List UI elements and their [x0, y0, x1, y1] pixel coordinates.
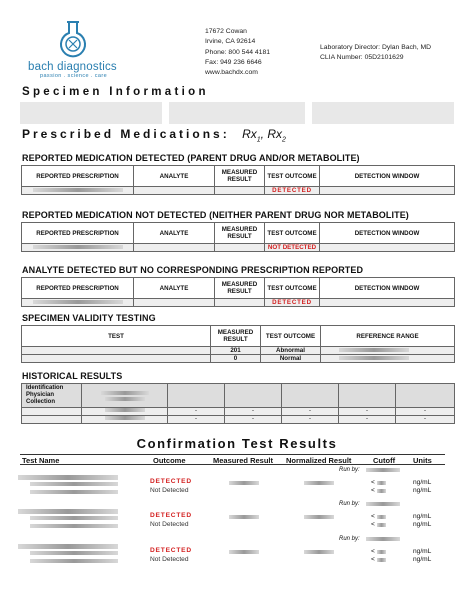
col-reported-prescription: REPORTED PRESCRIPTION: [22, 223, 134, 244]
cutoff-lt: <: [371, 548, 375, 555]
unit: ng/mL: [413, 556, 432, 563]
unit: ng/mL: [413, 479, 432, 486]
run-by-label: Run by:: [339, 536, 360, 542]
rx-item: Rx: [267, 127, 282, 141]
not-detected-table: [21, 222, 455, 252]
redacted-cell: [22, 299, 134, 307]
redacted-cell: [134, 244, 215, 252]
measured-value: 201: [211, 347, 261, 355]
historical-value: -: [168, 408, 225, 416]
lab-address: [205, 27, 270, 78]
historical-value: -: [396, 416, 455, 424]
col-test-name: Test Name: [22, 456, 60, 465]
label-collection: Collection: [26, 399, 56, 405]
cutoff-lt: <: [371, 521, 375, 528]
rx-subscript: 1: [256, 136, 261, 144]
table-row: [22, 416, 455, 424]
brand-name: bach diagnostics: [28, 61, 117, 73]
col-detection-window: DETECTION WINDOW: [320, 166, 455, 187]
table-row: [22, 244, 455, 252]
col-measured-result: MEASURED RESULT: [215, 278, 265, 299]
section-title-historical: HISTORICAL RESULTS: [22, 371, 123, 381]
table-row: [22, 408, 455, 416]
measured-value: 0: [211, 355, 261, 363]
prescribed-medications: [22, 127, 286, 143]
col-units: Units: [413, 456, 432, 465]
lab-info: [320, 43, 431, 64]
clia-number: CLIA Number: 05D2101629: [320, 54, 404, 62]
historical-table: [21, 383, 455, 424]
col-test-outcome: TEST OUTCOME: [265, 223, 320, 244]
historical-value: -: [339, 416, 396, 424]
historical-header-cell: [225, 384, 282, 408]
outcome-detected: DETECTED: [272, 187, 312, 194]
col-detection-window: DETECTION WINDOW: [320, 278, 455, 299]
col-cutoff: Cutoff: [373, 456, 396, 465]
specimen-field: [20, 102, 162, 124]
table-row: [22, 355, 455, 363]
historical-value: -: [168, 416, 225, 424]
redacted-normalized: [304, 515, 334, 519]
redacted-measured: [229, 481, 259, 485]
run-by-label: Run by:: [339, 467, 360, 473]
outcome-cell: [265, 244, 320, 252]
detected-table: [21, 165, 455, 195]
redacted-cutoff: [377, 558, 386, 562]
label-physician: Physician: [26, 392, 55, 398]
redacted-cutoff: [377, 515, 386, 519]
unit: ng/mL: [413, 521, 432, 528]
table-row: [22, 187, 455, 195]
col-test: TEST: [22, 326, 211, 347]
section-title-validity: SPECIMEN VALIDITY TESTING: [22, 313, 156, 323]
col-normalized-result: Normalized Result: [286, 456, 352, 465]
confirmation-title: Confirmation Test Results: [136, 436, 338, 451]
redacted-analyte: [30, 482, 118, 486]
address-line: 17672 Cowan: [205, 28, 247, 35]
outcome-not-detected: Not Detected: [150, 556, 189, 563]
address-line: Irvine, CA 92614: [205, 38, 256, 46]
redacted-cell: [134, 187, 215, 195]
redacted-cell: [321, 347, 455, 355]
prescribed-label: Prescribed Medications:: [22, 127, 230, 141]
address-line: www.bachdx.com: [205, 69, 258, 77]
historical-value: -: [225, 408, 282, 416]
historical-header-cell: [282, 384, 339, 408]
redacted-cell: [215, 299, 265, 307]
section-title-not-detected: REPORTED MEDICATION NOT DETECTED (NEITHER PARENT DRUG NOR METABOLITE): [22, 210, 409, 220]
col-reported-prescription: REPORTED PRESCRIPTION: [22, 166, 134, 187]
col-test-outcome: TEST OUTCOME: [265, 166, 320, 187]
col-analyte: ANALYTE: [134, 223, 215, 244]
redacted-test-name: [18, 475, 118, 480]
redacted-cutoff: [377, 489, 386, 493]
cutoff-lt: <: [371, 556, 375, 563]
run-by-label: Run by:: [339, 501, 360, 507]
unit: ng/mL: [413, 548, 432, 555]
col-measured-result: MEASURED RESULT: [215, 166, 265, 187]
unreported-table: [21, 277, 455, 307]
redacted-run-by: [366, 468, 400, 472]
brand-tagline: passion . science . care: [40, 73, 108, 79]
outcome-not-detected: Not Detected: [150, 487, 189, 494]
redacted-cell: [134, 299, 215, 307]
redacted-cell: [215, 187, 265, 195]
outcome-value: Normal: [261, 355, 321, 363]
redacted-cell: [22, 244, 134, 252]
address-line: Fax: 949 236 6646: [205, 58, 262, 66]
col-detection-window: DETECTION WINDOW: [320, 223, 455, 244]
table-row: [22, 347, 455, 355]
historical-header-cell: [396, 384, 455, 408]
redacted-run-by: [366, 537, 400, 541]
outcome-cell: [265, 299, 320, 307]
redacted-cell: [215, 244, 265, 252]
redacted-analyte: [30, 551, 118, 555]
unit: ng/mL: [413, 487, 432, 494]
redacted-cell: [22, 355, 211, 363]
col-measured-result: MEASURED RESULT: [215, 223, 265, 244]
redacted-cell: [320, 244, 455, 252]
historical-value: -: [282, 416, 339, 424]
outcome-not-detected: Not Detected: [150, 521, 189, 528]
redacted-run-by: [366, 502, 400, 506]
redacted-cell: [22, 187, 134, 195]
outcome-detected: DETECTED: [150, 478, 192, 485]
redacted-cutoff: [377, 481, 386, 485]
historical-labels: [22, 384, 82, 408]
redacted-cell: [82, 408, 168, 416]
label-identification: Identification: [26, 385, 64, 391]
col-analyte: ANALYTE: [134, 166, 215, 187]
rx-subscript: 2: [282, 136, 286, 144]
redacted-measured: [229, 515, 259, 519]
col-outcome: Outcome: [153, 456, 186, 465]
outcome-detected: DETECTED: [150, 512, 192, 519]
flask-logo-icon: [58, 20, 88, 58]
redacted-cell: [22, 347, 211, 355]
rx-item: Rx: [242, 127, 257, 141]
col-analyte: ANALYTE: [134, 278, 215, 299]
redacted-analyte: [30, 524, 118, 528]
redacted-cell: [321, 355, 455, 363]
col-reported-prescription: REPORTED PRESCRIPTION: [22, 278, 134, 299]
redacted-test-name: [18, 544, 118, 549]
cutoff-lt: <: [371, 513, 375, 520]
specimen-field: [312, 102, 454, 124]
historical-header-cell: [82, 384, 168, 408]
historical-value: -: [396, 408, 455, 416]
outcome-cell: [265, 187, 320, 195]
redacted-cell: [320, 299, 455, 307]
cutoff-lt: <: [371, 487, 375, 494]
redacted-analyte: [30, 559, 118, 563]
section-title-detected: REPORTED MEDICATION DETECTED (PARENT DRUG AND/OR METABOLITE): [22, 153, 360, 163]
redacted-cutoff: [377, 550, 386, 554]
outcome-not-detected: NOT DETECTED: [267, 244, 317, 251]
validity-table: [21, 325, 455, 363]
address-line: Phone: 800 544 4181: [205, 48, 271, 56]
redacted-analyte: [30, 516, 118, 520]
historical-value: -: [282, 408, 339, 416]
specimen-info-title: Specimen Information: [22, 86, 209, 98]
redacted-normalized: [304, 550, 334, 554]
historical-header-cell: [339, 384, 396, 408]
redacted-measured: [229, 550, 259, 554]
confirmation-header: [20, 454, 445, 465]
redacted-cell: [320, 187, 455, 195]
rx-separator: ,: [260, 127, 264, 141]
col-test-outcome: TEST OUTCOME: [261, 326, 321, 347]
col-measured-result: MEASURED RESULT: [211, 326, 261, 347]
redacted-test-name: [18, 509, 118, 514]
historical-value: -: [339, 408, 396, 416]
outcome-value: Abnormal: [261, 347, 321, 355]
redacted-cell: [22, 416, 82, 424]
historical-value: -: [225, 416, 282, 424]
outcome-detected: DETECTED: [150, 547, 192, 554]
outcome-detected: DETECTED: [272, 299, 312, 306]
section-title-unreported: ANALYTE DETECTED BUT NO CORRESPONDING PRESCRIPTION REPORTED: [22, 265, 364, 275]
unit: ng/mL: [413, 513, 432, 520]
redacted-normalized: [304, 481, 334, 485]
rx-list: [242, 127, 286, 144]
redacted-cutoff: [377, 523, 386, 527]
col-reference-range: REFERENCE RANGE: [321, 326, 455, 347]
historical-header-cell: [168, 384, 225, 408]
lab-director: Laboratory Director: Dylan Bach, MD: [320, 44, 432, 51]
col-measured-result: Measured Result: [213, 456, 274, 465]
redacted-cell: [82, 416, 168, 424]
specimen-field: [169, 102, 305, 124]
col-test-outcome: TEST OUTCOME: [265, 278, 320, 299]
redacted-analyte: [30, 490, 118, 494]
cutoff-lt: <: [371, 479, 375, 486]
table-row: [22, 299, 455, 307]
redacted-cell: [22, 408, 82, 416]
